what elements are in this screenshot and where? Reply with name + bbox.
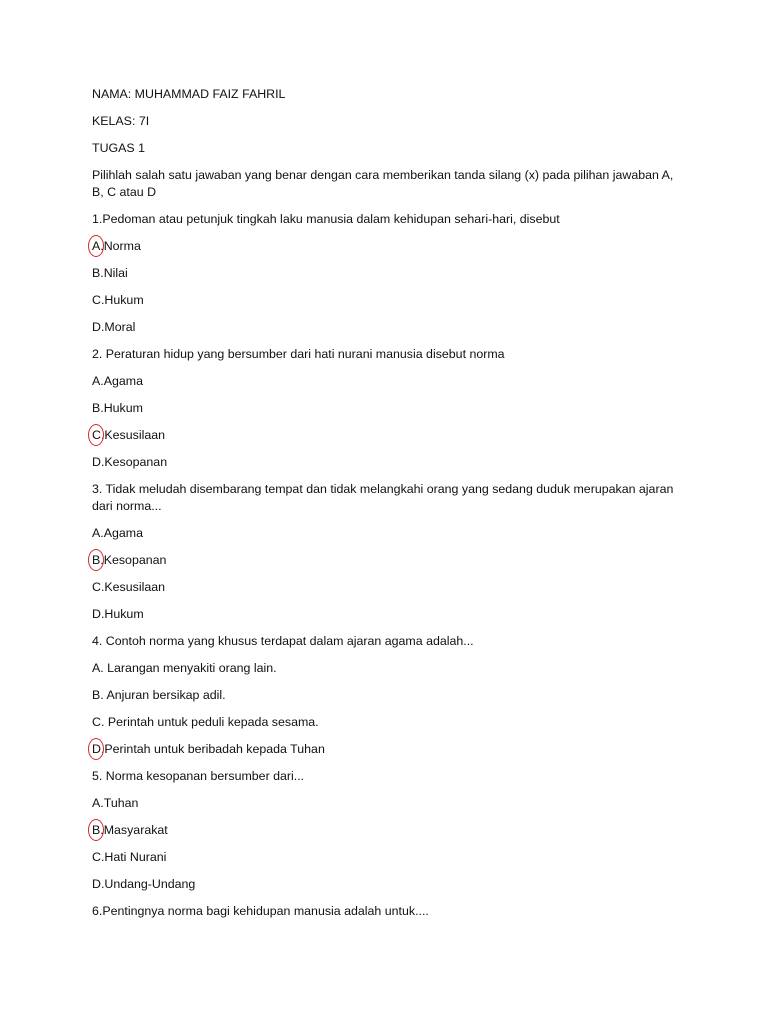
answer-option: D.Kesopanan [92,455,168,469]
answer-option: D.Perintah untuk beribadah kepada Tuhan [92,741,682,758]
instruction-text: Pilihlah salah satu jawaban yang benar dengan cara memberikan tanda silang (x) pada pilihan jawaban A, B, C atau D [92,168,674,199]
answer-option: C.Kesusilaan [92,580,166,594]
answer-option: C.Kesusilaan [92,427,682,444]
answer-option: B.Masyarakat [92,822,682,839]
question-block [92,903,682,920]
answer-option: C.Hati Nurani [92,850,167,864]
question-block [92,346,682,471]
document-page [92,86,682,930]
answer-option: B.Hukum [92,401,143,415]
question-text: 1.Pedoman atau petunjuk tingkah laku manusia dalam kehidupan sehari-hari, disebut [92,212,560,226]
question-text: 2. Peraturan hidup yang bersumber dari hati nurani manusia disebut norma [92,347,505,361]
question-text: 3. Tidak meludah disembarang tempat dan tidak melangkahi orang yang sedang duduk merupakan ajaran dari norma... [92,482,674,513]
student-name: NAMA: MUHAMMAD FAIZ FAHRIL [92,87,286,101]
answer-option: B. Anjuran bersikap adil. [92,688,226,702]
answer-option: A. Larangan menyakiti orang lain. [92,661,277,675]
answer-option: D.Moral [92,320,136,334]
question-block [92,211,682,336]
answer-option: C. Perintah untuk peduli kepada sesama. [92,715,319,729]
question-block [92,768,682,893]
question-block [92,481,682,623]
answer-option: C.Hukum [92,293,144,307]
answer-option: A.Agama [92,526,143,540]
question-text: 5. Norma kesopanan bersumber dari... [92,769,305,783]
answer-option: B.Kesopanan [92,552,682,569]
question-text: 6.Pentingnya norma bagi kehidupan manusia adalah untuk.... [92,904,429,918]
student-class: KELAS: 7I [92,114,150,128]
question-block [92,633,682,758]
answer-option: B.Nilai [92,266,128,280]
assignment-title: TUGAS 1 [92,141,146,155]
answer-option: A.Norma [92,238,682,255]
answer-option: A.Agama [92,374,143,388]
answer-option: D.Hukum [92,607,144,621]
question-text: 4. Contoh norma yang khusus terdapat dalam ajaran agama adalah... [92,634,474,648]
answer-option: D.Undang-Undang [92,877,196,891]
answer-option: A.Tuhan [92,796,139,810]
